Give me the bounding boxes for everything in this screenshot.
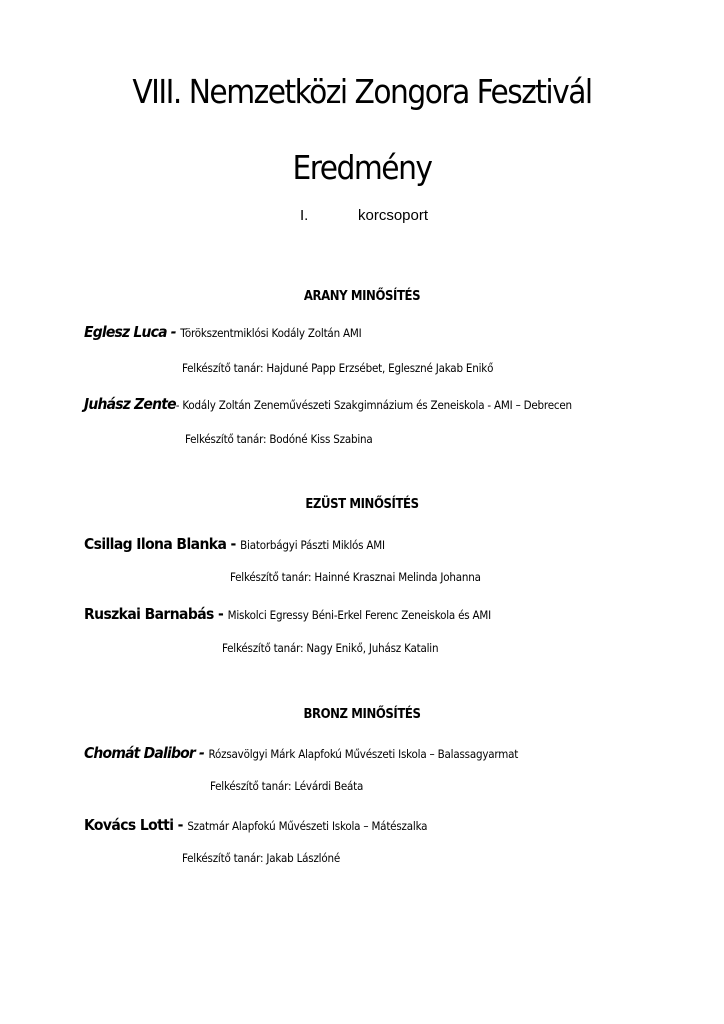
school-name: Rózsavölgyi Márk Alapfokú Művészeti Iskola – Balassagyarmat [208, 747, 519, 761]
teacher-line: Felkészítő tanár: Lévárdi Beáta [210, 779, 364, 793]
entry-line [84, 816, 427, 835]
entry-line [84, 323, 361, 342]
teacher-line: Felkészítő tanár: Hajduné Papp Erzsébet, Egleszné Jakab Enikő [182, 361, 494, 375]
entry-line [84, 744, 518, 763]
teacher-line: Felkészítő tanár: Jakab Lászlóné [182, 851, 341, 865]
school-name: Szatmár Alapfokú Művészeti Iskola – Mátészalka [187, 819, 428, 833]
document-subtitle: Eredmény [292, 148, 432, 187]
category-heading-gold: ARANY MINŐSÍTÉS [303, 289, 421, 304]
category-heading-bronze: BRONZ MINŐSÍTÉS [303, 707, 421, 722]
student-name: Juhász Zente [84, 395, 176, 413]
teacher-line: Felkészítő tanár: Bodóné Kiss Szabina [185, 432, 373, 446]
age-group [300, 207, 428, 224]
school-name: Biatorbágyi Pászti Miklós AMI [240, 538, 385, 552]
entry-line [84, 605, 491, 624]
age-group-label: korcsoport [358, 207, 429, 224]
student-name: Kovács Lotti - [84, 816, 183, 834]
student-name: Eglesz Luca - [84, 323, 176, 341]
teacher-line: Felkészítő tanár: Nagy Enikő, Juhász Katalin [222, 641, 439, 655]
category-heading-silver: EZÜST MINŐSÍTÉS [305, 497, 419, 512]
document-title: VIII. Nemzetközi Zongora Fesztivál [132, 72, 592, 111]
entry-line [84, 535, 385, 554]
school-name: Miskolci Egressy Béni-Erkel Ferenc Zeneiskola és AMI [227, 608, 491, 622]
teacher-line: Felkészítő tanár: Hainné Krasznai Melinda Johanna [230, 570, 481, 584]
student-name: Chomát Dalibor - [84, 744, 205, 762]
school-name: - Kodály Zoltán Zeneművészeti Szakgimnázium és Zeneiskola - AMI – Debrecen [175, 398, 572, 412]
age-group-number: I. [300, 207, 309, 224]
school-name: Törökszentmiklósi Kodály Zoltán AMI [180, 326, 362, 340]
student-name: Ruszkai Barnabás - [84, 605, 224, 623]
entry-line [84, 395, 572, 414]
student-name: Csillag Ilona Blanka - [84, 535, 236, 553]
